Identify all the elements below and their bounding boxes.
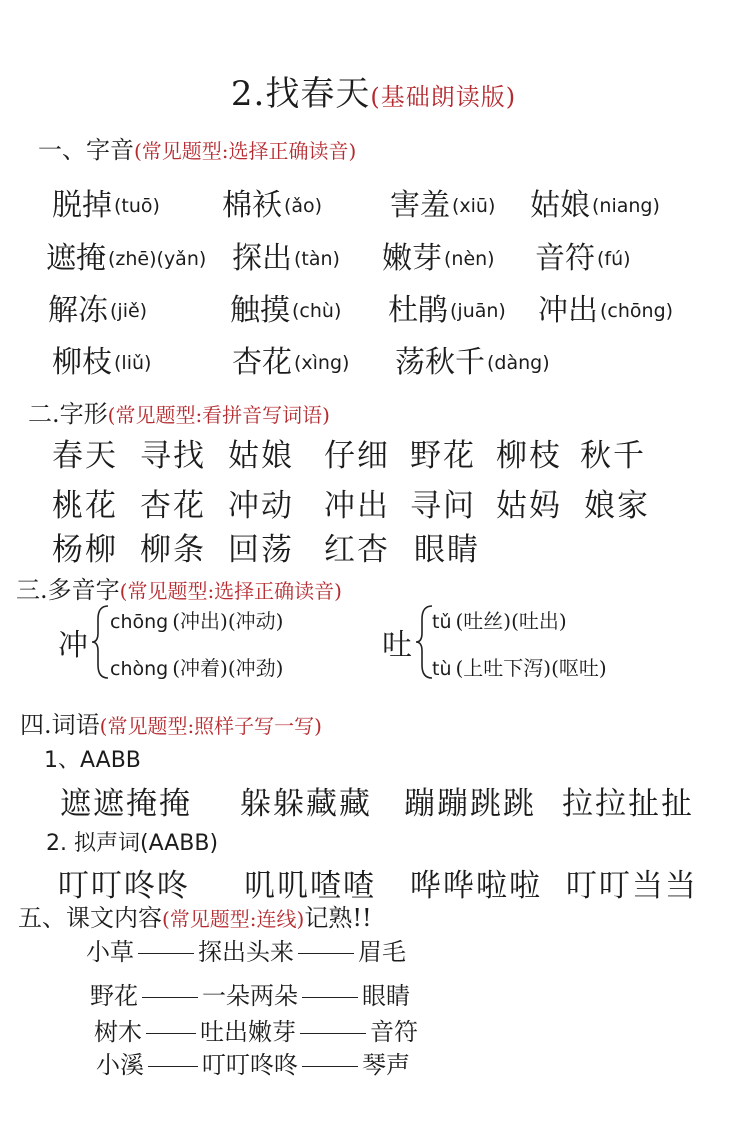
section-label: 四.词语 [20, 711, 100, 739]
matching-row: 小溪 叮叮咚咚 琴声 [96, 1051, 410, 1079]
form-word: 回荡 [228, 532, 294, 568]
section-label: 五、课文内容 [18, 904, 162, 932]
polyphone-char: 冲 [58, 628, 88, 663]
pron-item: 触摸 (chù) [230, 293, 342, 328]
onomatopoeia-word: 叽叽喳喳 [244, 868, 376, 904]
form-word: 杨柳 [52, 532, 118, 568]
aabb-word: 蹦蹦跳跳 [404, 786, 536, 822]
section-polyphone-heading [16, 570, 342, 605]
form-word: 秋千 [580, 438, 646, 474]
pron-item: 杜鹃 (juān) [388, 293, 506, 328]
pron-item: 冲出 (chōng) [538, 293, 674, 328]
page-title [0, 66, 747, 115]
form-word: 眼睛 [414, 532, 480, 568]
form-word: 春天 [52, 438, 118, 474]
section-note: (常见题型:照样子写一写) [99, 714, 322, 738]
polyphone-line: chōng (冲出)(冲动) [110, 609, 284, 633]
matching-row: 小草 探出头来 眉毛 [86, 938, 406, 966]
form-word: 娘家 [584, 488, 650, 524]
words-subheading-aabb: 1、AABB [44, 748, 141, 773]
form-word: 仔细 [324, 438, 390, 474]
pron-item: 遮掩 (zhē)(yǎn) [46, 241, 207, 276]
pronunciation-row [0, 233, 747, 283]
form-word: 桃花 [52, 488, 118, 524]
forms-row [0, 430, 747, 480]
polyphone-line: tù (上吐下泻)(呕吐) [432, 656, 607, 680]
section-tail: 记熟!! [304, 904, 372, 932]
pron-item: 荡秋千 (dàng) [395, 345, 550, 380]
onomatopoeia-word: 哗哗啦啦 [410, 868, 542, 904]
section-label: 一、字音 [38, 136, 134, 164]
pron-item: 姑娘 (niang) [530, 188, 660, 223]
form-word: 姑妈 [496, 488, 562, 524]
pron-item: 探出 (tàn) [232, 241, 340, 276]
section-words-heading [20, 705, 322, 740]
pron-item: 柳枝 (liǔ) [52, 345, 152, 380]
section-note: (常见题型:选择正确读音) [119, 579, 342, 603]
words-subheading-onomatopoeia: 2. 拟声词(AABB) [46, 831, 219, 856]
onomatopoeia-word: 叮叮咚咚 [58, 868, 190, 904]
section-label: 三.多音字 [16, 576, 120, 604]
pronunciation-row [0, 180, 747, 230]
section-note: (常见题型:连线) [162, 907, 305, 931]
section-content-heading [18, 898, 372, 933]
pron-item: 害羞 (xiū) [390, 188, 496, 223]
polyphone-char: 吐 [382, 628, 412, 663]
words-row [0, 778, 747, 828]
onomatopoeia-word: 叮叮当当 [566, 868, 698, 904]
pron-item: 解冻 (jiě) [48, 293, 148, 328]
pronunciation-row [0, 285, 747, 335]
forms-row [0, 480, 747, 530]
form-word: 红杏 [324, 532, 390, 568]
section-pronunciation-heading [38, 130, 356, 165]
section-note: (常见题型:看拼音写词语) [107, 403, 330, 427]
section-forms-heading [28, 394, 330, 429]
aabb-word: 拉拉扯扯 [562, 786, 694, 822]
forms-row [0, 524, 747, 574]
pronunciation-row [0, 337, 747, 387]
polyphone-line: chòng (冲着)(冲劲) [110, 656, 284, 680]
form-word: 冲出 [324, 488, 390, 524]
aabb-word: 遮遮掩掩 [60, 786, 192, 822]
form-word: 冲动 [228, 488, 294, 524]
form-word: 野花 [410, 438, 476, 474]
form-word: 寻问 [410, 488, 476, 524]
form-word: 杏花 [140, 488, 206, 524]
brace-icon [90, 603, 112, 681]
title-subtitle: (基础朗读版) [370, 83, 517, 111]
pron-item: 音符 (fú) [535, 241, 631, 276]
polyphone-line: tǔ (吐丝)(吐出) [432, 609, 567, 633]
form-word: 姑娘 [228, 438, 294, 474]
pron-item: 嫩芽 (nèn) [382, 241, 495, 276]
pron-item: 杏花 (xìng) [232, 345, 350, 380]
pron-item: 脱掉 (tuō) [52, 188, 160, 223]
matching-row: 野花 一朵两朵 眼睛 [90, 982, 410, 1010]
section-note: (常见题型:选择正确读音) [134, 139, 357, 163]
form-word: 寻找 [140, 438, 206, 474]
form-word: 柳枝 [496, 438, 562, 474]
pron-item: 棉袄 (ǎo) [222, 188, 323, 223]
aabb-word: 躲躲藏藏 [240, 786, 372, 822]
form-word: 柳条 [140, 532, 206, 568]
matching-row: 树木 吐出嫩芽 音符 [94, 1018, 418, 1046]
section-label: 二.字形 [28, 400, 108, 428]
title-main: 2.找春天 [230, 74, 371, 114]
